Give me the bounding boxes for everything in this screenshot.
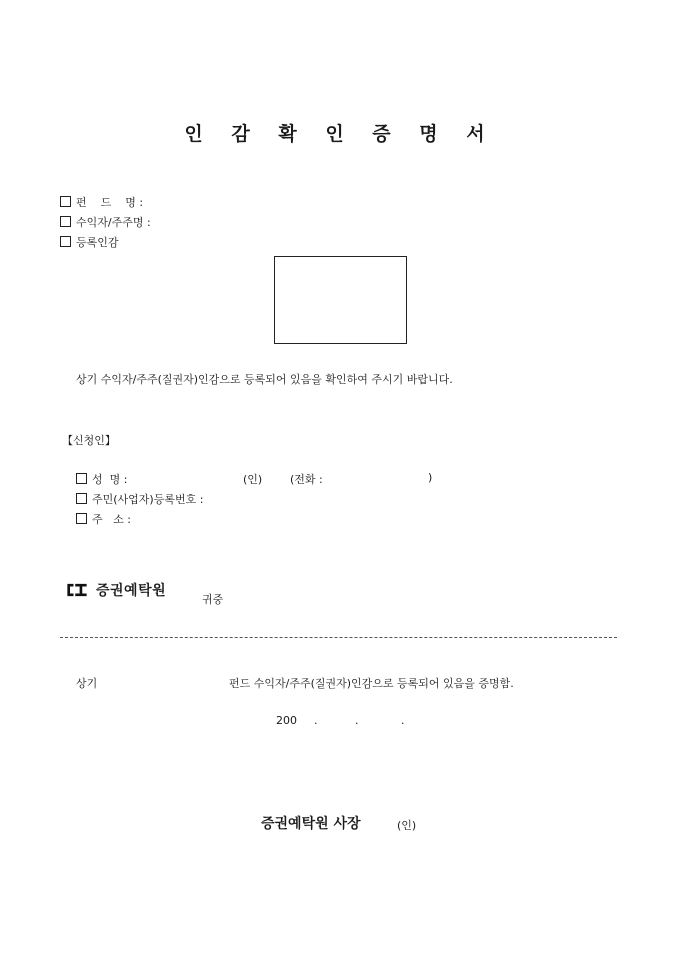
document-title: 인 감 확 인 증 명 서 [184,123,496,145]
fund-name-field [60,194,143,210]
date-separator-1: . [314,714,318,727]
applicant-section-label: 【신청인】 [62,434,116,447]
applicant-name-row [76,471,127,487]
recipient-honorific: 귀중 [202,593,224,606]
applicant-name-label: 성 명 : [92,473,128,486]
ksd-logo-icon [64,583,90,597]
applicant-address-label: 주 소 : [92,513,131,526]
applicant-phone-close: ) [428,471,433,484]
applicant-phone-label: (전화 : [290,473,323,486]
request-sentence: 상기 수익자/주주(질권자)인감으로 등록되어 있음을 확인하여 주시기 바랍니다. [76,373,453,386]
fund-name-label: 펀 드 명 : [76,196,144,209]
seal-impression-box[interactable] [274,256,407,344]
applicant-address-row [76,511,131,527]
checkbox-icon[interactable] [76,473,87,484]
checkbox-icon[interactable] [60,236,71,247]
recipient-org-name: 증권예탁원 [96,583,167,599]
checkbox-icon[interactable] [76,493,87,504]
holder-name-label: 수익자/주주명 : [76,216,151,229]
checkbox-icon[interactable] [60,216,71,227]
registered-seal-field [60,234,119,250]
applicant-reg-no-row [76,491,203,507]
cut-line-divider [60,637,617,638]
applicant-seal-mark: (인) [243,473,263,486]
date-year: 200 [276,714,297,727]
checkbox-icon[interactable] [60,196,71,207]
signer-title: 증권예탁원 사장 [261,816,361,832]
date-separator-2: . [355,714,359,727]
registered-seal-label: 등록인감 [76,236,119,249]
date-separator-3: . [401,714,405,727]
applicant-reg-no-label: 주민(사업자)등록번호 : [92,493,204,506]
certification-prefix: 상기 [76,677,98,690]
checkbox-icon[interactable] [76,513,87,524]
recipient-logo [64,580,166,600]
holder-name-field [60,214,151,230]
certification-sentence: 펀드 수익자/주주(질권자)인감으로 등록되어 있음을 증명함. [229,677,514,690]
signer-seal-mark: (인) [397,819,417,832]
